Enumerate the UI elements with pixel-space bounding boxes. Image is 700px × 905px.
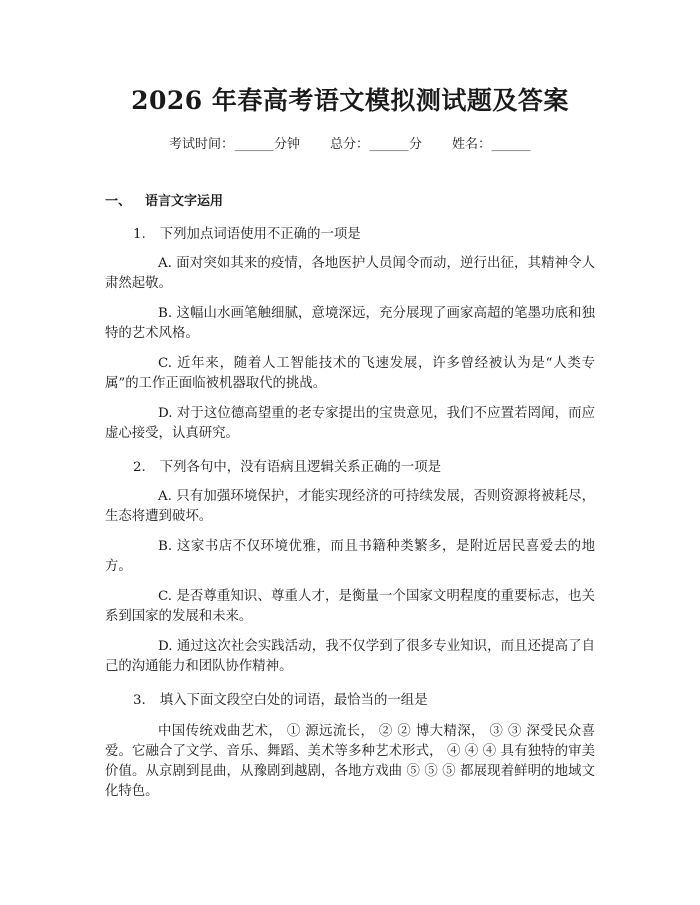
info-blank: ______: [491, 137, 531, 152]
section-number: 一、: [105, 194, 132, 209]
info-suffix: 分钟: [273, 137, 300, 152]
question-number: 2.: [133, 460, 146, 475]
question-number: 3.: [133, 693, 146, 708]
section-heading: [105, 193, 595, 211]
question-text: 填入下面文段空白处的词语，最恰当的一组是: [159, 693, 428, 708]
question-2-option-a: A. 只有加强环境保护，才能实现经济的可持续发展，否则资源将被耗尽，生态将遭到破坏。: [105, 489, 595, 524]
info-exam-time: [169, 136, 300, 154]
section-title: 语言文字运用: [145, 194, 224, 209]
info-label: 总分：: [329, 137, 369, 152]
info-suffix: 分: [409, 137, 423, 152]
question-2-stem: [133, 459, 595, 477]
question-text: 下列各句中，没有语病且逻辑关系正确的一项是: [159, 460, 441, 475]
info-name: [452, 136, 531, 154]
question-2-option-d: D. 通过这次社会实践活动，我不仅学到了很多专业知识，而且还提高了自己的沟通能力和团队协作精神。: [105, 639, 595, 674]
page-title: 2026 年春高考语文模拟测试题及答案: [131, 86, 569, 115]
question-2-option-c: C. 是否尊重知识、尊重人才，是衡量一个国家文明程度的重要标志，也关系到国家的发展和未来。: [105, 589, 595, 624]
info-label: 考试时间：: [168, 137, 234, 152]
info-blank: ______: [369, 137, 409, 152]
info-blank: ______: [234, 137, 274, 152]
info-label: 姓名：: [452, 137, 492, 152]
info-total-score: [330, 136, 422, 154]
question-number: 1.: [133, 227, 146, 242]
question-text: 下列加点词语使用不正确的一项是: [159, 227, 361, 242]
question-1-option-b: B. 这幅山水画笔触细腻，意境深远，充分展现了画家高超的笔墨功底和独特的艺术风格。: [105, 306, 595, 341]
question-1-option-a: A. 面对突如其来的疫情，各地医护人员闻令而动，逆行出征，其精神令人肃然起敬。: [105, 256, 595, 291]
question-1-option-c: C. 近年来，随着人工智能技术的飞速发展，许多曾经被认为是“人类专属”的工作正面临被机器取代的挑战。: [105, 356, 595, 391]
question-3-passage: 中国传统戏曲艺术， ① 源远流长， ② ② 博大精深， ③ ③ 深受民众喜爱。它融合了文学、音乐、舞蹈、美术等多种艺术形式， ④ ④ ④ 具有独特的审美价值。从京剧到昆曲，从豫剧到越剧，各地方戏曲 ⑤ ⑤ ⑤ 都展现着鲜明的地域文化特色。: [105, 724, 595, 799]
question-1-option-d: D. 对于这位德高望重的老专家提出的宝贵意见，我们不应置若罔闻，而应虚心接受，认真研究。: [105, 406, 595, 441]
exam-info-row: [105, 136, 595, 154]
question-3-stem: [133, 692, 595, 710]
question-2-option-b: B. 这家书店不仅环境优雅，而且书籍种类繁多，是附近居民喜爱去的地方。: [105, 539, 595, 574]
question-1-stem: [133, 226, 595, 244]
